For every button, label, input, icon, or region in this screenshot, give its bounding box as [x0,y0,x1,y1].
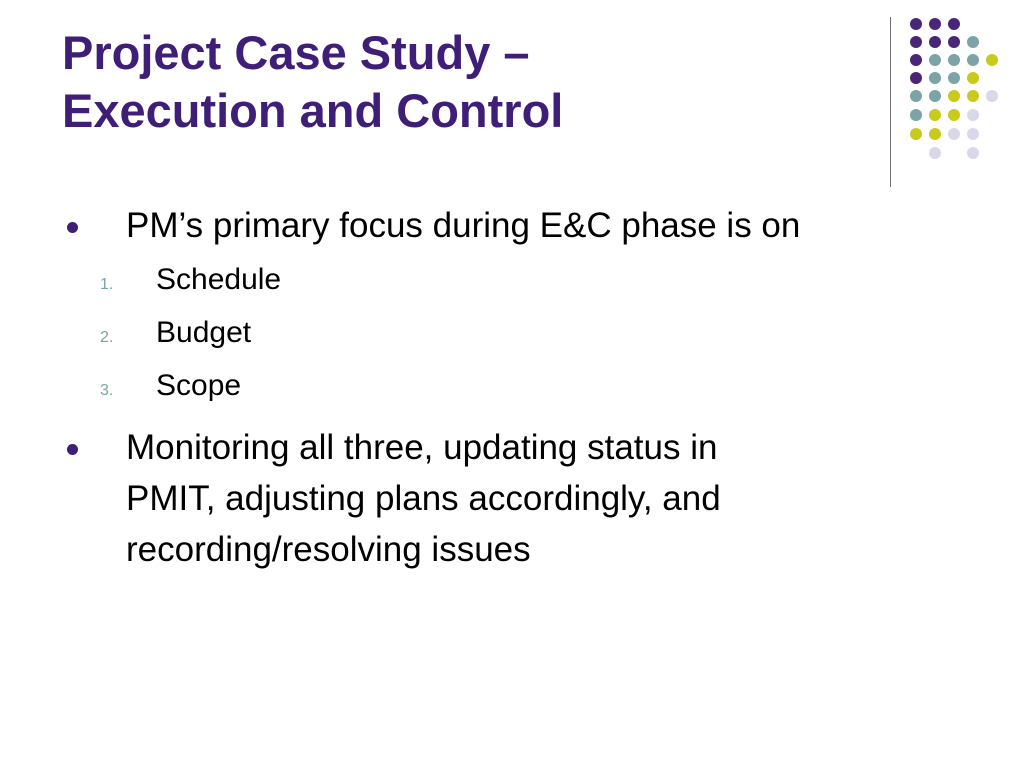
title-line-1: Project Case Study – [62,26,530,79]
bullet-2-marker [67,444,78,455]
subitem-2-number: 2. [100,329,114,346]
bullet-2-text: Monitoring all three, updating status in PMIT, adjusting plans accordingly, and recording/resolving issues [126,428,721,569]
subitem-1-text: Schedule [156,263,282,296]
subitem-1-number: 1. [100,276,114,293]
subitem-2-text: Budget [156,316,252,349]
subitem-3-text: Scope [156,369,242,402]
title-line-2: Execution and Control [62,84,564,137]
subitem-3-number: 3. [100,382,114,399]
bullet-1-marker [67,222,78,233]
bullet-1-text: PM’s primary focus during E&C phase is on [126,206,801,245]
